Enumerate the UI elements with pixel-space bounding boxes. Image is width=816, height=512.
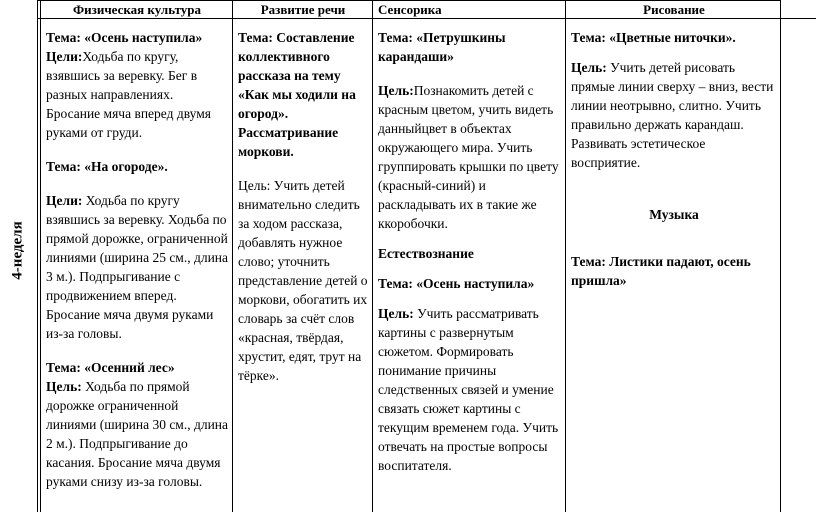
- pe-topic-3: Тема: «Осенний лес»: [46, 360, 175, 375]
- pe-goal-3-text: Ходьба по прямой дорожке ограниченной линиями (ширина 30 см., длина 2 м.). Подпрыгивание до касания. Бросание мяча двумя руками снизу из-за головы.: [46, 379, 229, 489]
- drawing-goal: [571, 58, 777, 172]
- sensory-cell: [378, 28, 562, 475]
- speech-topic: Тема: Составление коллективного рассказа на тему «Как мы ходили на огород». Рассматривание моркови.: [238, 30, 356, 159]
- drawing-cell: [571, 28, 777, 290]
- column-divider: [40, 0, 41, 512]
- speech-goal: Цель: Учить детей внимательно следить за ходом рассказа, добавлять нужное слово; уточнить представление детей о моркови, обогатить их словарь за счёт слов «красная, твёрдая, хрустит, едят, трут на тёрке».: [238, 178, 368, 383]
- nature-header: Естествознание: [378, 246, 474, 261]
- sensory-goal-label: Цель:: [378, 83, 414, 98]
- pe-goal-2: [46, 191, 230, 343]
- header-row-border: [780, 18, 816, 19]
- header-row-border: [37, 18, 780, 19]
- header-drawing: Рисование: [643, 2, 705, 17]
- nature-goal-label: Цель:: [378, 306, 414, 321]
- nature-goal-text: Учить рассматривать картины с развернутым сюжетом. Формировать понимание причины следственных связей и умение связать сюжет картины с текущим временем года. Учить отвечать на простые вопросы воспитателя.: [378, 306, 559, 473]
- music-header: Музыка: [649, 207, 699, 222]
- header-speech-development: Развитие речи: [260, 2, 346, 17]
- column-divider: [372, 0, 373, 512]
- speech-development-cell: [238, 28, 370, 385]
- header-physical-education: Физическая культура: [72, 2, 202, 17]
- pe-goal-3: [46, 377, 230, 491]
- drawing-goal-text: Учить детей рисовать прямые линии сверху – вниз, вести линии неотрывно, слитно. Учить правильно держать карандаш. Развивать эстетическое восприятие.: [571, 60, 774, 170]
- pe-goal-2-label: Цели:: [46, 193, 83, 208]
- drawing-goal-label: Цель:: [571, 60, 607, 75]
- table-top-border: [37, 0, 780, 1]
- drawing-topic: Тема: «Цветные ниточки».: [571, 30, 736, 45]
- pe-goal-3-label: Цель:: [46, 379, 82, 394]
- column-divider: [37, 0, 38, 512]
- week-label: 4-неделя: [9, 220, 26, 280]
- header-sensory: Сенсорика: [378, 2, 442, 17]
- column-divider: [232, 0, 233, 512]
- nature-topic: Тема: «Осень наступила»: [378, 276, 535, 291]
- sensory-goal-text: Познакомить детей с красным цветом, учить видеть данныйцвет в объектах окружающего мира. Учить группировать крышки по цвету (красный-синий) и раскладывать их в такие же ккоробочки.: [378, 83, 559, 231]
- physical-education-cell: [46, 28, 230, 491]
- pe-goal-1-label: Цели:: [46, 49, 83, 64]
- nature-goal: [378, 304, 562, 475]
- pe-goal-1: [46, 47, 230, 142]
- pe-goal-1-text: Ходьба по кругу, взявшись за веревку. Бег в разных направлениях. Бросание мяча вперед двумя руками от груди.: [46, 49, 211, 140]
- pe-topic-2: Тема: «На огороде».: [46, 159, 168, 174]
- sensory-goal: [378, 81, 562, 233]
- column-divider: [565, 0, 566, 512]
- pe-goal-2-text: Ходьба по кругу взявшись за веревку. Ходьба по прямой дорожке, ограниченной линиями (ширина 25 см., длина 3 м.). Подпрыгивание с продвижением вперед. Бросание мяча двумя руками из-за головы.: [46, 193, 229, 341]
- sensory-topic: Тема: «Петрушкины карандаши»: [378, 30, 506, 64]
- column-divider: [780, 0, 781, 512]
- pe-topic-1: Тема: «Осень наступила»: [46, 30, 203, 45]
- music-topic: Тема: Листики падают, осень пришла»: [571, 254, 751, 288]
